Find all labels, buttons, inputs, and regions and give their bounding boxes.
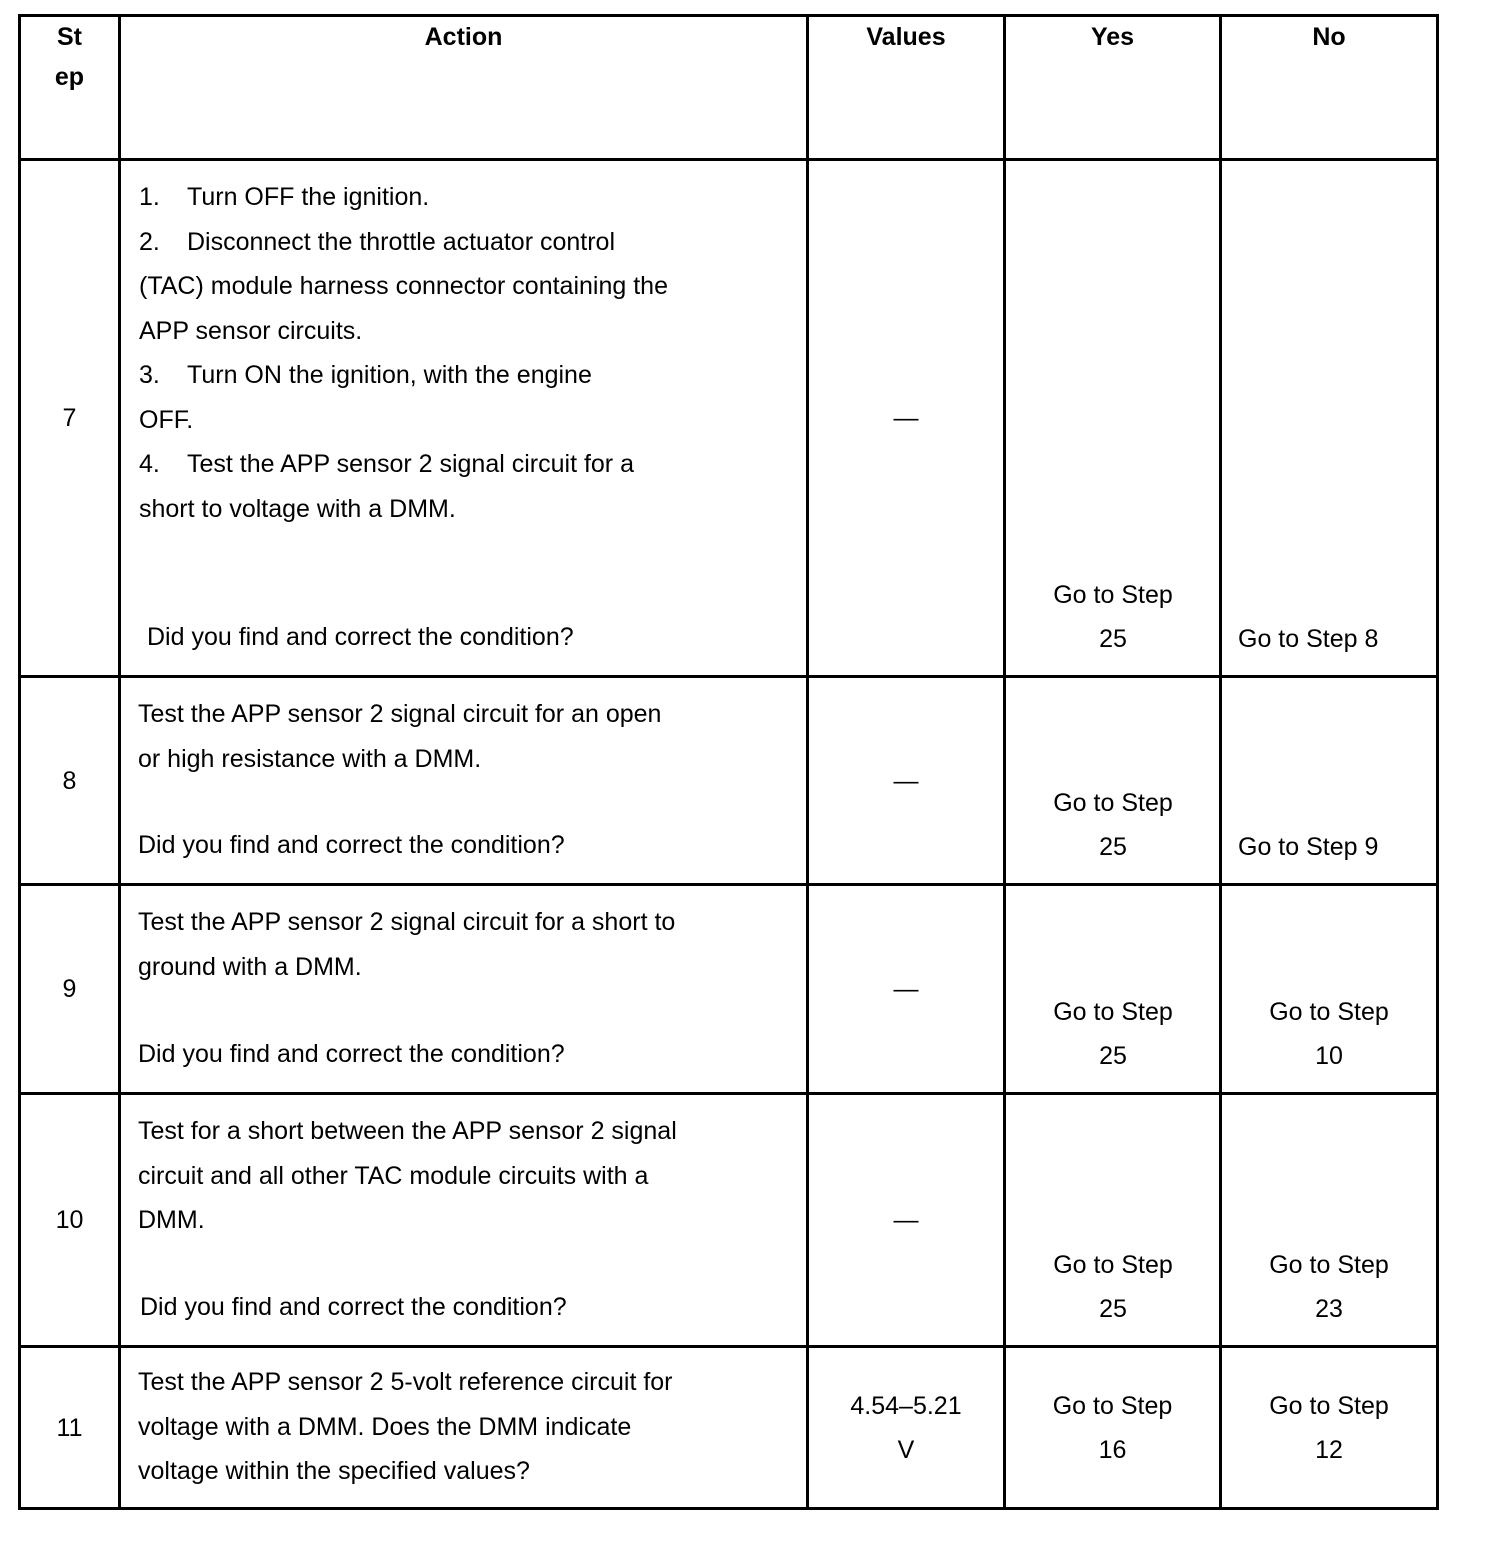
question: Did you find and correct the condition? xyxy=(147,623,574,651)
action-line: 3. Turn ON the ignition, with the engine xyxy=(139,361,592,389)
question: Did you find and correct the condition? xyxy=(140,1293,567,1321)
action-line: 2. Disconnect the throttle actuator control xyxy=(139,227,616,256)
question: Did you find and correct the condition? xyxy=(138,1040,565,1068)
action-line: Test the APP sensor 2 signal circuit for an open xyxy=(138,700,662,728)
header-action: Action xyxy=(120,16,808,160)
action-line: or high resistance with a DMM. xyxy=(138,744,482,773)
action-line: short to voltage with a DMM. xyxy=(139,494,456,523)
values-cell: — xyxy=(808,160,1005,677)
no-cell: Go to Step 10 xyxy=(1221,885,1438,1094)
step-number: 9 xyxy=(20,885,120,1094)
yes-cell: Go to Step 25 xyxy=(1005,1094,1221,1347)
action-line: circuit and all other TAC module circuits with a xyxy=(138,1161,649,1190)
action-cell xyxy=(120,160,808,677)
action-line: voltage with a DMM. Does the DMM indicate xyxy=(138,1412,632,1441)
values-cell: — xyxy=(808,1094,1005,1347)
diagnostic-table xyxy=(18,14,1439,1510)
action-line: (TAC) module harness connector containing the xyxy=(139,272,668,300)
step-number: 10 xyxy=(20,1094,120,1347)
table-row-step-10 xyxy=(20,1094,1438,1347)
action-line: Test the APP sensor 2 signal circuit for a short to xyxy=(138,908,676,936)
values-cell: 4.54–5.21 V xyxy=(808,1347,1005,1509)
action-cell xyxy=(120,1347,808,1509)
no-cell: Go to Step 9 xyxy=(1221,677,1438,885)
action-line: voltage within the specified values? xyxy=(138,1457,530,1485)
values-cell: — xyxy=(808,885,1005,1094)
action-line: APP sensor circuits. xyxy=(139,316,363,345)
step-number: 7 xyxy=(20,160,120,677)
action-cell xyxy=(120,885,808,1094)
question: Did you find and correct the condition? xyxy=(138,831,565,859)
yes-cell: Go to Step 16 xyxy=(1005,1347,1221,1509)
step-number: 8 xyxy=(20,677,120,885)
no-cell: Go to Step 8 xyxy=(1221,160,1438,677)
action-line: 4. Test the APP sensor 2 signal circuit for a xyxy=(139,450,634,478)
action-line: OFF. xyxy=(139,405,194,434)
no-cell: Go to Step 12 xyxy=(1221,1347,1438,1509)
header-no: No xyxy=(1221,16,1438,160)
table-row-step-11 xyxy=(20,1347,1438,1509)
step-number: 11 xyxy=(20,1347,120,1509)
table-row-step-8 xyxy=(20,677,1438,885)
action-line: DMM. xyxy=(138,1206,205,1234)
values-cell: — xyxy=(808,677,1005,885)
no-cell: Go to Step 23 xyxy=(1221,1094,1438,1347)
yes-cell: Go to Step 25 xyxy=(1005,677,1221,885)
action-line: Test for a short between the APP sensor 2 signal xyxy=(138,1117,677,1145)
action-line: ground with a DMM. xyxy=(138,952,362,981)
action-line: 1. Turn OFF the ignition. xyxy=(139,183,430,211)
action-cell xyxy=(120,677,808,885)
yes-cell: Go to Step 25 xyxy=(1005,160,1221,677)
header-step: St ep xyxy=(20,16,120,160)
table-row-step-9 xyxy=(20,885,1438,1094)
table-row-step-7 xyxy=(20,160,1438,677)
action-line: Test the APP sensor 2 5-volt reference circuit for xyxy=(138,1368,673,1396)
yes-cell: Go to Step 25 xyxy=(1005,885,1221,1094)
header-yes: Yes xyxy=(1005,16,1221,160)
action-cell xyxy=(120,1094,808,1347)
header-values: Values xyxy=(808,16,1005,160)
header-row xyxy=(20,16,1438,160)
